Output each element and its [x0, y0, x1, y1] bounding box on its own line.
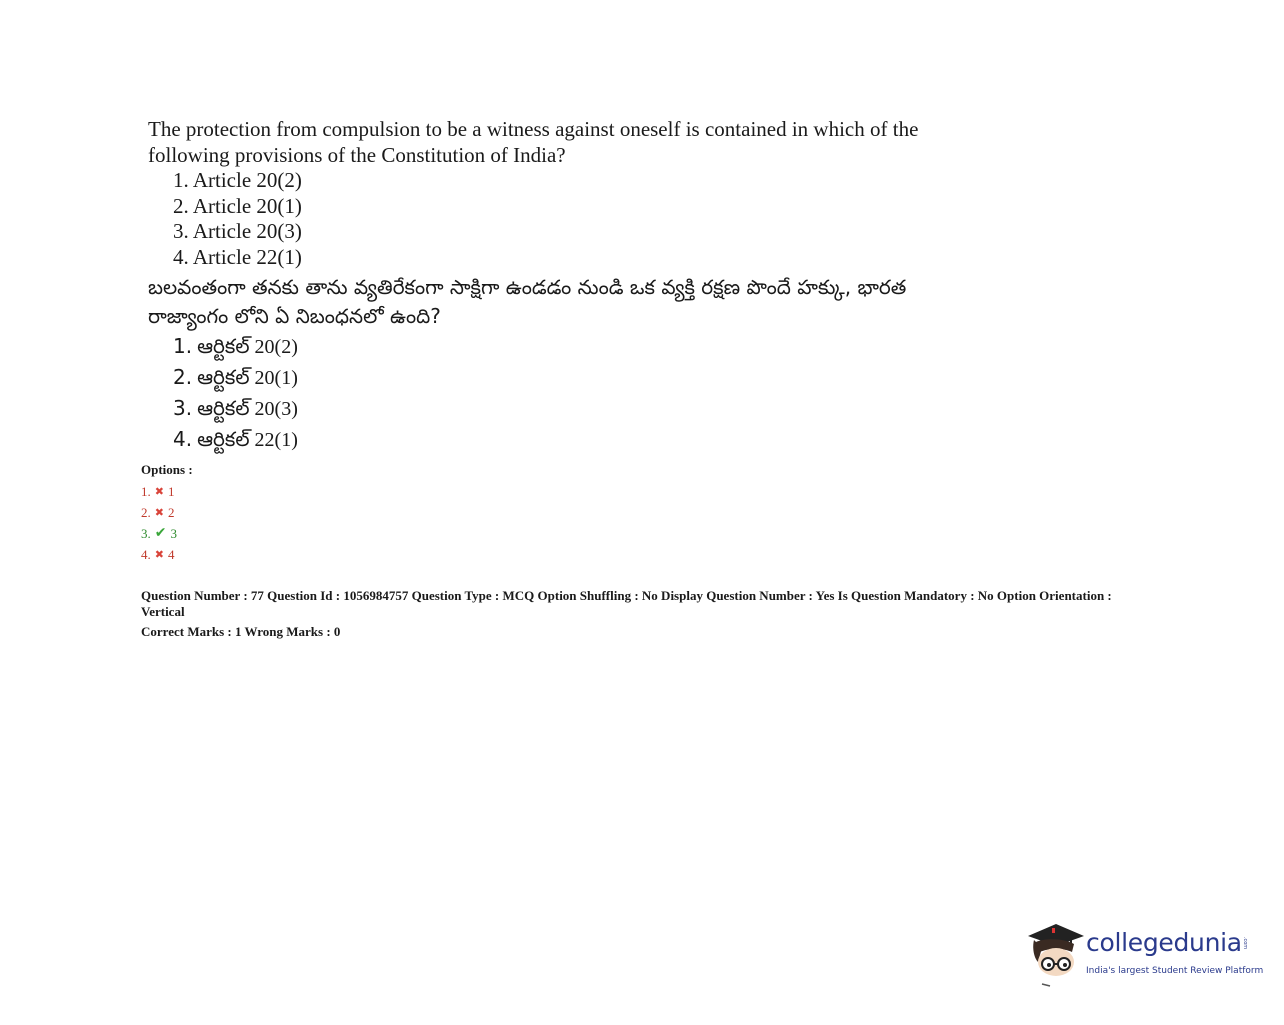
mascot-icon	[1024, 918, 1086, 988]
answer-option-row: 4. ✖ 4	[141, 544, 193, 565]
question-metadata	[141, 588, 1141, 640]
telugu-option-list	[148, 331, 978, 455]
logo-suffix: .com	[1242, 936, 1249, 950]
english-option: 2. Article 20(1)	[173, 193, 302, 218]
telugu-option: 4. ఆర్టికల్ 22(1)	[173, 427, 298, 451]
check-icon: ✔	[154, 525, 167, 541]
cross-icon: ✖	[154, 506, 164, 519]
telugu-option: 2. ఆర్టికల్ 20(1)	[173, 365, 298, 389]
english-option: 3. Article 20(3)	[173, 219, 302, 243]
english-option: 4. Article 22(1)	[173, 244, 302, 269]
question-text-telugu: బలవంతంగా తనకు తాను వ్యతిరేకంగా సాక్షిగా ఉండడం నుండి ఒక వ్యక్తి రక్షణ పొందే హక్కు, భారత రాజ్యాంగం లోని ఏ నిబంధనలో ఉంది?	[148, 275, 907, 328]
question-text-english: The protection from compulsion to be a witness against oneself is contained in which of the following provisions of the Constitution of India?	[148, 117, 919, 167]
answer-options	[141, 459, 193, 565]
collegedunia-logo	[1024, 918, 1264, 988]
answer-option-row: 2. ✖ 2	[141, 502, 193, 523]
telugu-option: 3. ఆర్టికల్ 20(3)	[173, 396, 298, 420]
answer-option-row: 1. ✖ 1	[141, 481, 193, 502]
cross-icon: ✖	[154, 548, 164, 561]
options-label: Options :	[141, 462, 193, 477]
telugu-option: 1. ఆర్టికల్ 20(2)	[173, 334, 298, 358]
logo-tagline: India's largest Student Review Platform	[1086, 966, 1264, 976]
question-block	[148, 116, 978, 455]
metadata-line: Question Number : 77 Question Id : 1056984757 Question Type : MCQ Option Shuffling : No Display Question Number : Yes Is Question Mandatory : No Option Orientation : Vertical	[141, 588, 1112, 619]
english-option-list	[148, 168, 978, 270]
marks-line: Correct Marks : 1 Wrong Marks : 0	[141, 624, 341, 639]
cross-icon: ✖	[154, 485, 164, 498]
english-option: 1. Article 20(2)	[173, 168, 302, 192]
answer-option-row-correct: 3. ✔ 3	[141, 523, 193, 544]
logo-wordmark: collegedunia	[1086, 928, 1242, 957]
